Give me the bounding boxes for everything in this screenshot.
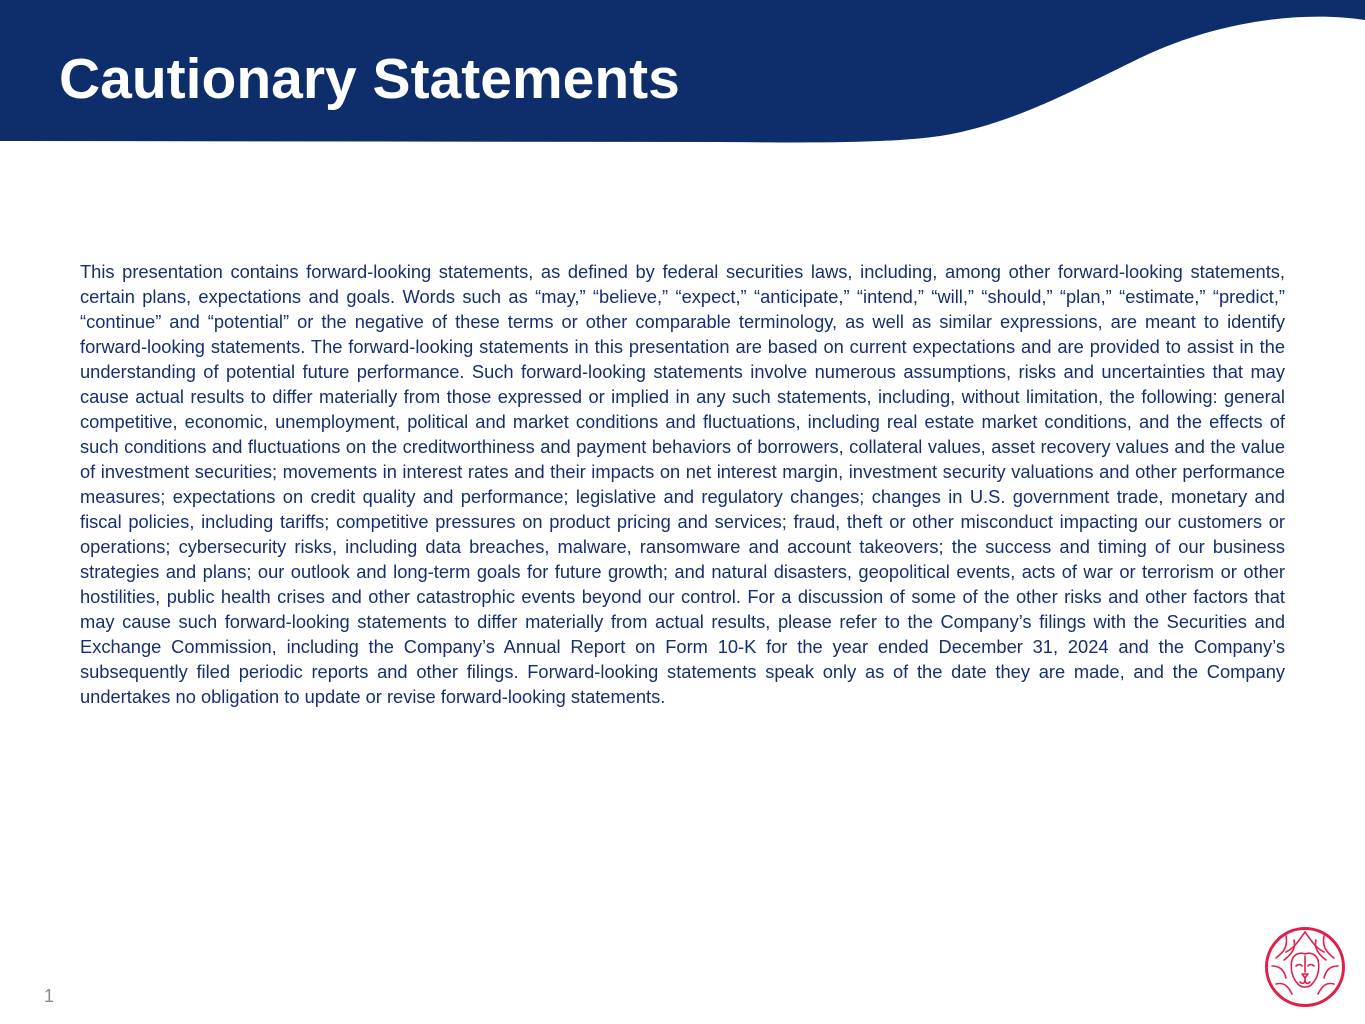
- page-number: 1: [44, 986, 55, 1006]
- cautionary-statement-text: This presentation contains forward-looking statements, as defined by federal securities laws, including, among other forward-looking statements, certain plans, expectations and goals. Words such as “may,” “believe,” “expect,” “anticipate,” “intend,” “will,” “should,” “plan,” “estimate,” “predict,” “continue” and “potential” or the negative of these terms or other comparable terminology, as well as similar expressions, are meant to identify forward-looking statements. The forward-looking statements in this presentation are based on current expectations and are provided to assist in the understanding of potential future performance. Such forward-looking statements involve numerous assumptions, risks and uncertainties that may cause actual results to differ materially from those expressed or implied in any such statements, including, without limitation, the following: general competitive, economic, unemployment, political and market conditions and fluctuations, including real estate market conditions, and the effects of such conditions and fluctuations on the creditworthiness and payment behaviors of borrowers, collateral values, asset recovery values and the value of investment securities; movements in interest rates and their impacts on net interest margin, investment security valuations and other performance measures; expectations on credit quality and performance; legislative and regulatory changes; changes in U.S. government trade, monetary and fiscal policies, including tariffs; competitive pressures on product pricing and services; fraud, theft or other misconduct impacting our customers or operations; cybersecurity risks, including data breaches, malware, ransomware and account takeovers; the success and timing of our business strategies and plans; our outlook and long-term goals for future growth; and natural disasters, geopolitical events, acts of war or terrorism or other hostilities, public health crises and other catastrophic events beyond our control. For a discussion of some of the other risks and other factors that may cause such forward-looking statements to differ materially from actual results, please refer to the Company’s filings with the Securities and Exchange Commission, including the Company’s Annual Report on Form 10-K for the year ended December 31, 2024 and the Company’s subsequently filed periodic reports and other filings. Forward-looking statements speak only as of the date they are made, and the Company undertakes no obligation to update or revise forward-looking statements.: [80, 261, 1285, 707]
- slide-title: Cautionary Statements: [59, 47, 680, 111]
- lion-head-icon: [1264, 926, 1346, 1008]
